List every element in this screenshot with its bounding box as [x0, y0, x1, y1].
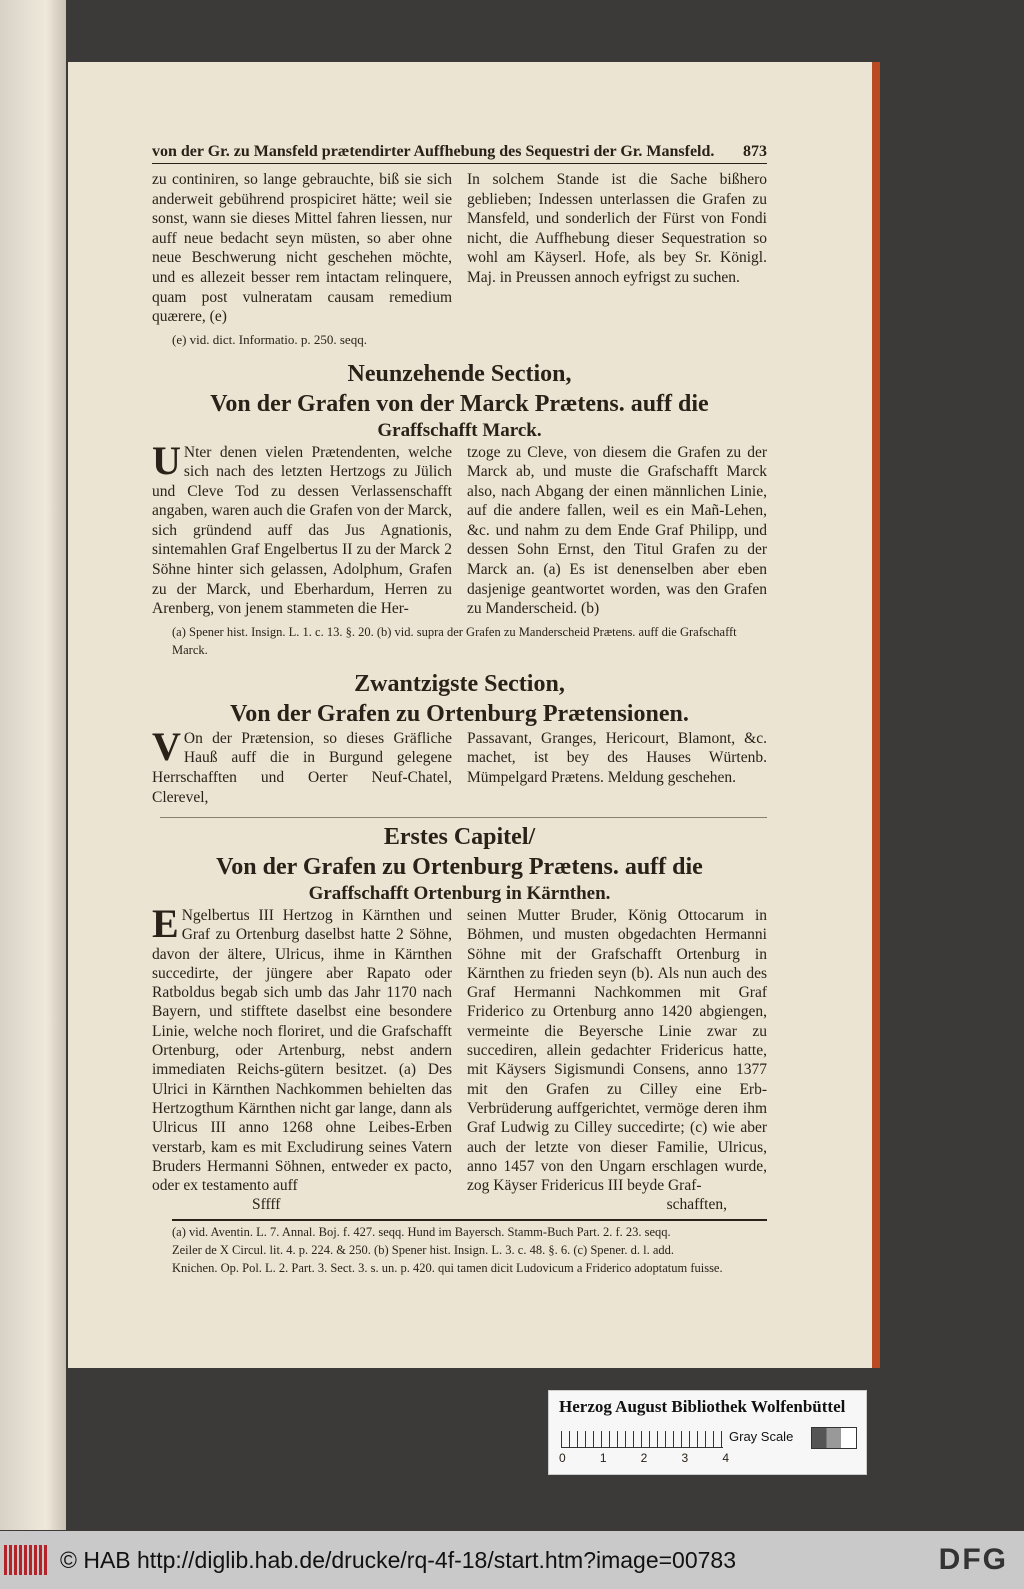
chapter-1-subtitle-2: Graffschafft Ortenburg in Kärnthen.: [308, 883, 611, 905]
ruler-numbers: [559, 1451, 729, 1465]
section-19-footnotes: (a) Spener hist. Insign. L. 1. c. 13. §. 20. (b) vid. supra der Grafen zu Manderscheid Prætens. auff die Grafschafft Marck.: [172, 624, 737, 657]
chapter-1-subtitle: Von der Grafen zu Ortenburg Prætens. auff die: [216, 854, 703, 881]
chapter-1-footnote-1: (a) vid. Aventin. L. 7. Annal. Boj. f. 427. seqq. Hund im Bayersch. Stamm-Buch Part. 2. f. 23. seqq.: [172, 1224, 671, 1239]
footer-bar: [0, 1531, 1024, 1589]
section-20: [152, 669, 767, 807]
footnote-rule: [172, 1219, 767, 1221]
section-20-left-column: [152, 723, 452, 807]
page-signature-line: [152, 1195, 767, 1215]
gray-scale-swatch: [811, 1427, 857, 1449]
chapter-1-footnote-2: Zeiler de X Circul. lit. 4. p. 224. & 250. (b) Spener hist. Insign. L. 3. c. 48. §. 6. (c) Spener. d. l. add.: [172, 1242, 674, 1257]
section-20-left-text: On der Prætension, so dieses Gräfliche Hauß auff die in Burgund gelegene Herrschafften und Oerter Neuf-Chatel, Clerevel,: [152, 729, 452, 806]
ruler: [561, 1431, 723, 1448]
section-20-title: Zwantzigste Section,: [354, 670, 565, 697]
signature-mark: Sffff: [252, 1196, 281, 1214]
page-content: [152, 142, 767, 1277]
section-20-columns: [152, 723, 767, 807]
library-name: Herzog August Bibliothek Wolfenbüttel: [559, 1397, 846, 1416]
ruler-number: 3: [681, 1451, 689, 1465]
chapter-1: [152, 822, 767, 1276]
intro-columns: [152, 170, 767, 349]
section-19: [152, 359, 767, 659]
section-19-subtitle: Von der Grafen von der Marck Prætens. auff die: [210, 390, 709, 417]
intro-footnote: (e) vid. dict. Informatio. p. 250. seqq.: [172, 331, 367, 347]
chapter-1-title: Erstes Capitel/: [383, 824, 536, 851]
section-19-columns: [152, 437, 767, 619]
ruler-number: 1: [599, 1451, 607, 1465]
section-19-left-text: Nter denen vielen Prætendenten, welche sich nach des letzten Hertzogs zu Jülich und Cleve Tod zu dessen Verlassenschafft angaben, waren auch die Grafen von der Marck, sich gründend auff das Jus Agnationis, sintemahlen Graf Engelbertus II zu der Marck 2 Söhne hinter sich gelassen, Adolphum, Grafen zu der Marck, und Eberhardum, Herren zu Arenberg, von jenem stammeten die Her-: [152, 443, 452, 618]
catchword: schafften,: [666, 1196, 727, 1214]
book-page: [68, 62, 880, 1368]
ruler-number: 4: [722, 1451, 729, 1465]
drop-cap: U: [152, 437, 181, 483]
section-20-subtitle: Von der Grafen zu Ortenburg Prætensionen.: [230, 700, 689, 727]
intro-right-column: In solchem Stande ist die Sache bißhero geblieben; Indessen unterlassen die Grafen zu Mansfeld, und sonderlich der Fürst von Fondi nicht, die Auffhebung dieser Sequestration so wohl am Käyserl. Hofe, als bey Sr. Königl. Maj. in Preussen annoch eyfrigst zu suchen.: [467, 171, 767, 286]
running-header: [152, 142, 767, 164]
section-19-title: Neunzehende Section,: [347, 360, 572, 387]
chapter-1-columns: [152, 900, 767, 1195]
dfg-logo: DFG: [938, 1543, 1008, 1576]
intro-left-column: [152, 170, 452, 349]
chapter-1-left-column: [152, 900, 452, 1195]
divider: [160, 817, 767, 818]
copyright-link[interactable]: © HAB http://diglib.hab.de/drucke/rq-4f-18/start.htm?image=00783: [60, 1546, 737, 1573]
page-number: 873: [743, 143, 767, 160]
chapter-1-right-column: seinen Mutter Bruder, König Ottocarum in Böhmen, und musten obgedachten Hermanni Söhne mit der Grafschafft Ortenburg in Kärnthen zu frieden seyn (b). Als nun auch des Graf Hermanni Nachkommen mit Graf Friderico zu Ortenburg anno 1420 abgiengen, vermeinte die Beyersche Linie zwar zu succediren, allein gedachter Fridericus hatte, mit Käysers Sigismundi Consens, anno 1377 mit den Grafen zu Cilley eine Erb-Verbrüderung auffgerichtet, vermöge deren ihm Graf Ludwig zu Cilley succedirte; (c) wie aber auch der letzte von dieser Familie, Ulricus, anno 1457 von den Ungarn erschlagen wurde, zog Käyser Fridericus III beyde Graf-: [467, 906, 767, 1195]
gray-scale-label: Gray Scale: [729, 1429, 794, 1444]
section-19-right-column: tzoge zu Cleve, von diesem die Grafen zu der Marck ab, und muste die Grafschafft Marck also, nach Abgang der einen männlichen Linie, auf die andere fallen, weil es ein Mañ-Lehen, &c. und nahm zu dem Ende Graf Philipp, und dessen Sohn Ernst, den Titul Grafen zu der Marck an. (a) Es ist denenselben aber eben dasjenige geantwortet worden, was den Grafen zu Manderscheid. (b): [467, 443, 767, 618]
section-19-subtitle-2: Graffschafft Marck.: [377, 419, 542, 441]
chapter-1-left-text: Ngelbertus III Hertzog in Kärnthen und Graf zu Ortenburg daselbst hatte 2 Söhne, davon der ältere, Ulricus, ihme in Kärnthen succedirte, der jüngere aber Rapato oder Ratboldus begab sich umb das Jahr 1170 nach Bayern, und stifftete daselbst eine besondere Linie, welche noch floriret, und die Grafschafft Ortenburg, oder Artenburg, nebst andern immediaten Reichs-gütern besitzet. (a) Des Ulrici in Kärnthen Nachkommen behielten das Hertzogthum Kärnthen nicht gar lange, dann als Ulricus III anno 1268 ohne Leibes-Erben verstarb, kam es mit Excludirung seines Vatern Bruders Hermanni Söhnen, entweder ex pacto, oder ex testamento auff: [152, 906, 452, 1195]
drop-cap: E: [152, 900, 179, 946]
ruler-number: 2: [640, 1451, 648, 1465]
section-19-left-column: [152, 437, 452, 619]
ruler-number: 0: [559, 1451, 566, 1465]
intro-left-text: zu continiren, so lange gebrauchte, biß sie sich anderweit gebührend prospiciret hätte; weil sie sonst, wann sie dieses Mittel fahren liessen, nur auff neue bedacht seyn müsten, so aber ohne neue Beschwerung nicht geschehen möchte, und es allezeit besser rem intactam relinquere, quam post vulneratam causam remedium quærere, (e): [152, 171, 452, 326]
running-title: von der Gr. zu Mansfeld prætendirter Auffhebung des Sequestri der Gr. Mansfeld.: [152, 143, 715, 160]
hab-logo-icon: [4, 1545, 48, 1575]
drop-cap: V: [152, 723, 181, 769]
chapter-1-footnote-3: Knichen. Op. Pol. L. 2. Part. 3. Sect. 3. s. un. p. 420. qui tamen dicit Ludovicum a Friderico adoptatum fuisse.: [172, 1260, 723, 1275]
library-color-card: [548, 1390, 867, 1475]
section-20-right-column: Passavant, Granges, Hericourt, Blamont, &c. machet, ist bey des Hauses Würtenb. Mümpelgard Prætens. Meldung geschehen.: [467, 729, 767, 787]
